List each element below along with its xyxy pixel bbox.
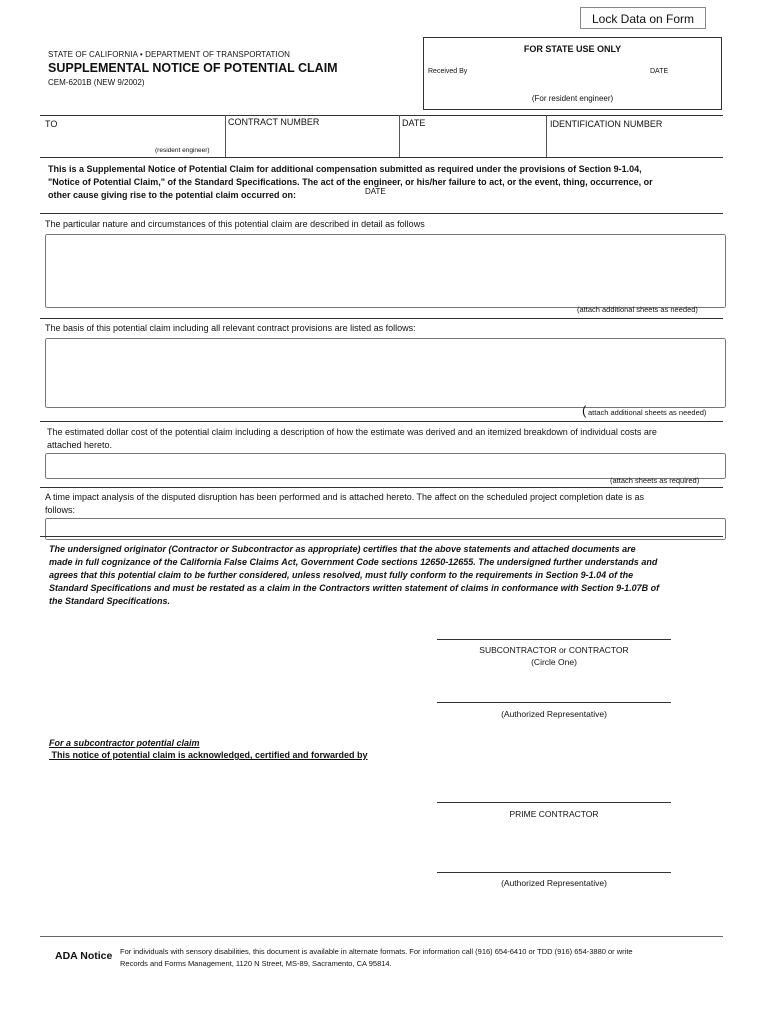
circle-one-label: (Circle One): [531, 657, 577, 667]
signature-line-3: [437, 802, 671, 803]
time-line-2: follows:: [45, 505, 76, 515]
intro-line-2: "Notice of Potential Claim," of the Standard Specifications. The act of the engineer, or his/her failure to act, or the event, thing, occurrence, or: [48, 177, 653, 187]
intro-line-1: This is a Supplemental Notice of Potential Claim for additional compensation submitted as required under the provisions of Section 9-1.04,: [48, 164, 642, 174]
col-divider-3: [546, 115, 547, 157]
subcontractor-text: This notice of potential claim is acknowledged, certified and forwarded by: [49, 750, 368, 760]
col-divider-2: [399, 115, 400, 157]
contractor-name-input[interactable]: [437, 617, 675, 639]
occurred-date-label: DATE: [365, 187, 386, 196]
footer-divider: [40, 936, 723, 937]
state-date-label: DATE: [650, 68, 669, 75]
basis-prompt: The basis of this potential claim including all relevant contract provisions are listed as follows:: [45, 323, 416, 333]
cost-line-1: The estimated dollar cost of the potential claim including a description of how the estimate was derived and an itemized breakdown of individual costs are: [47, 427, 657, 437]
signature-line-2: [437, 702, 671, 703]
prime-contractor-input[interactable]: [437, 780, 675, 802]
contract-number-label: CONTRACT NUMBER: [228, 117, 320, 127]
nature-prompt: The particular nature and circumstances of this potential claim are described in detail as follows: [45, 219, 425, 229]
nature-attach-note: (attach additional sheets as needed): [577, 305, 698, 314]
resident-engineer-label: (resident engineer): [155, 147, 210, 154]
ada-notice-label: ADA Notice: [55, 950, 113, 962]
agency-name: STATE OF CALIFORNIA • DEPARTMENT OF TRANSPORTATION: [48, 50, 291, 59]
cert-line-1: The undersigned originator (Contractor or Subcontractor as appropriate) certifies that the above statements and attached documents are: [49, 544, 636, 554]
signature-line-1: [437, 639, 671, 640]
ada-notice-line-1: For individuals with sensory disabilities, this document is available in alternate formats. For information call (916) 654-6410 or TDD (916) 654-3880 or write: [120, 947, 633, 956]
contract-number-input[interactable]: [230, 132, 399, 154]
form-title: SUPPLEMENTAL NOTICE OF POTENTIAL CLAIM: [48, 61, 338, 75]
form-number: CEM-6201B (NEW 9/2002): [48, 78, 145, 87]
divider-cost: [40, 487, 723, 488]
col-divider-1: [225, 115, 226, 157]
signature-line-4: [437, 872, 671, 873]
basis-attach-note: attach additional sheets as needed): [588, 408, 707, 417]
divider-time: [40, 536, 723, 537]
cost-attach-note: (attach sheets as required): [610, 476, 700, 485]
nature-textarea[interactable]: [45, 234, 726, 308]
sub-or-contractor-label: SUBCONTRACTOR or CONTRACTOR: [479, 645, 629, 655]
ada-notice-text: [120, 946, 730, 970]
intro-line-3: other cause giving rise to the potential claim occurred on:: [48, 190, 297, 200]
divider-intro: [40, 213, 723, 214]
basis-attach-paren: (: [582, 403, 587, 418]
cost-line-2: attached hereto.: [47, 440, 113, 450]
divider-top: [40, 115, 723, 116]
authorized-rep-1-label: (Authorized Representative): [501, 709, 607, 719]
authorized-rep-2-label: (Authorized Representative): [501, 878, 607, 888]
cert-line-5: the Standard Specifications.: [49, 596, 171, 606]
cert-line-2: made in full cognizance of the California False Claims Act, Government Code sections 12650-12655. The undersigned further understands and: [49, 557, 658, 567]
divider-nature: [40, 318, 723, 319]
state-use-heading: FOR STATE USE ONLY: [523, 44, 622, 54]
state-use-box: [423, 37, 722, 110]
received-by-label: Received By: [428, 68, 468, 75]
cert-line-4: Standard Specifications and must be restated as a claim in the Contractors written statement of claims in conformance with Section 9-1.07B of: [49, 583, 660, 593]
ada-notice-line-2: Records and Forms Management, 1120 N Street, MS-89, Sacramento, CA 95814.: [120, 959, 392, 968]
to-input[interactable]: [62, 118, 226, 140]
cert-line-3: agrees that this potential claim to be further considered, unless resolved, must fully conform to the requirements in Section 9-1.04 of the: [49, 570, 634, 580]
authorized-rep-2-input[interactable]: [437, 850, 675, 872]
subcontractor-heading: For a subcontractor potential claim: [49, 738, 200, 748]
basis-textarea[interactable]: [45, 338, 726, 408]
prime-contractor-label: PRIME CONTRACTOR: [509, 809, 599, 819]
lock-data-button[interactable]: Lock Data on Form: [580, 7, 706, 29]
identification-number-label: IDENTIFICATION NUMBER: [550, 119, 663, 129]
date-label: DATE: [402, 118, 426, 128]
time-line-1: A time impact analysis of the disputed disruption has been performed and is attached hereto. The affect on the scheduled project completion date is as: [45, 492, 645, 502]
divider-basis: [40, 421, 723, 422]
divider-fields-bottom: [40, 157, 723, 158]
to-label: TO: [45, 119, 58, 129]
resident-engineer-note: (For resident engineer): [531, 94, 614, 103]
date-input[interactable]: [404, 132, 548, 154]
identification-number-input[interactable]: [552, 132, 724, 154]
authorized-rep-1-input[interactable]: [437, 680, 675, 702]
